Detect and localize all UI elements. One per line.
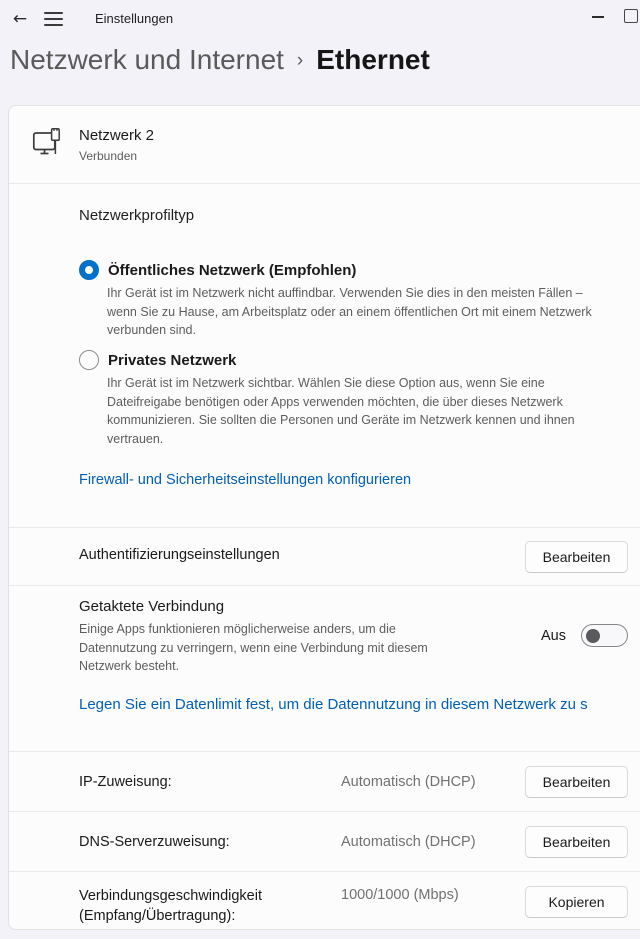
radio-label: Öffentliches Netzwerk (Empfohlen) [108, 261, 357, 279]
edit-ip-button[interactable]: Bearbeiten [525, 766, 628, 798]
data-limit-link[interactable]: Legen Sie ein Datenlimit fest, um die Datennutzung in diesem Netzwerk zu s [79, 696, 588, 713]
ethernet-adapter-icon [32, 127, 64, 166]
edit-authentication-button[interactable]: Bearbeiten [525, 541, 628, 573]
network-profile-section [9, 184, 640, 527]
radio-description: Ihr Gerät ist im Netzwerk nicht auffindbar. Verwenden Sie dies in den meisten Fällen – wenn Sie zu Hause, am Arbeitsplatz oder an einem öffentlichen Ort mit einem Netzwerk verbunden sind. [107, 286, 592, 337]
toggle-state-label: Aus [541, 627, 566, 644]
section-label: Netzwerkprofiltyp [79, 207, 195, 224]
edit-dns-button[interactable]: Bearbeiten [525, 826, 628, 858]
metered-description: Einige Apps funktionieren möglicherweise anders, um die Datennutzung zu verringern, wenn eine Verbindung mit diesem Netzwerk besteht. [79, 622, 428, 673]
radio-label: Privates Netzwerk [108, 351, 237, 369]
dns-assignment-row [9, 812, 640, 871]
metered-toggle-group [541, 624, 628, 647]
back-button[interactable] [8, 7, 32, 31]
maximize-button[interactable] [624, 9, 638, 23]
page-title: Ethernet [316, 44, 430, 75]
connection-status: Verbunden [79, 149, 138, 163]
toggle-knob-icon [586, 629, 600, 643]
minimize-button[interactable] [592, 16, 604, 18]
hamburger-menu-button[interactable] [44, 9, 63, 29]
hamburger-icon [44, 12, 63, 14]
row-value: Automatisch (DHCP) [341, 833, 476, 850]
row-value: Automatisch (DHCP) [341, 773, 476, 790]
firewall-settings-link[interactable]: Firewall- und Sicherheitseinstellungen konfigurieren [79, 472, 412, 488]
row-label: DNS-Serverzuweisung: [79, 833, 230, 850]
authentication-row [9, 528, 640, 585]
breadcrumb [10, 44, 430, 76]
connection-name: Netzwerk 2 [79, 127, 155, 144]
radio-selected-icon[interactable] [79, 260, 99, 280]
radio-public-network[interactable] [79, 260, 356, 280]
copy-speed-button[interactable]: Kopieren [525, 886, 628, 918]
row-label: IP-Zuweisung: [79, 773, 172, 790]
metered-connection-section [9, 586, 640, 751]
breadcrumb-parent[interactable]: Netzwerk und Internet [10, 44, 284, 75]
chevron-right-icon: › [296, 50, 304, 71]
metered-title: Getaktete Verbindung [79, 598, 225, 615]
window-title: Einstellungen [95, 11, 174, 26]
settings-card [8, 105, 640, 930]
ip-assignment-row [9, 752, 640, 811]
radio-unselected-icon[interactable] [79, 350, 99, 370]
row-label: Authentifizierungseinstellungen [79, 547, 280, 563]
radio-private-network[interactable] [79, 350, 236, 370]
metered-toggle-switch[interactable] [581, 624, 628, 647]
connection-header [9, 106, 640, 183]
row-label: Verbindungsgeschwindigkeit (Empfang/Übertragung): [79, 888, 262, 924]
back-arrow-icon: ← [12, 9, 28, 29]
radio-description: Ihr Gerät ist im Netzwerk sichtbar. Wählen Sie diese Option aus, wenn Sie eine Dateifreigabe benötigen oder Apps verwenden möchten, die über dieses Netzwerk kommunizieren. Sie sollten die Personen und Geräte im Netzwerk kennen und ihnen vertrauen. [107, 376, 575, 446]
link-speed-row [9, 872, 640, 930]
row-value: 1000/1000 (Mbps) [341, 887, 459, 903]
titlebar [0, 0, 640, 38]
